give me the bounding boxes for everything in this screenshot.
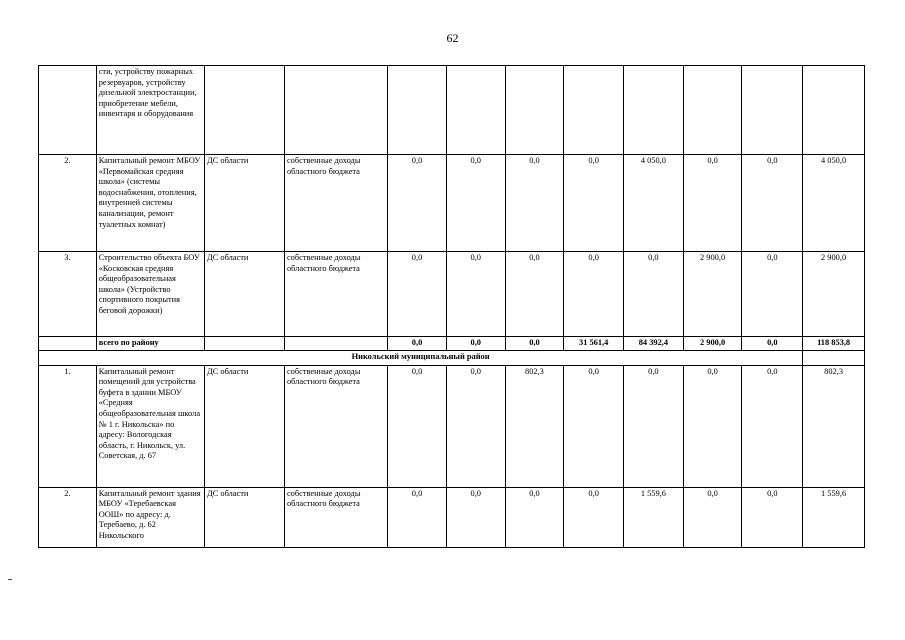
budget-table <box>38 65 865 548</box>
page-number: 62 <box>446 31 459 45</box>
customer-cell: ДС области <box>204 252 284 337</box>
value-cell: 0,0 <box>388 252 447 337</box>
funding-source <box>284 66 387 155</box>
funding-source: собственные доходы областного бюджета <box>284 252 387 337</box>
funding-source <box>284 337 387 351</box>
row-number: 2. <box>39 155 97 252</box>
table-row <box>39 66 865 155</box>
value-cell: 0,0 <box>742 252 803 337</box>
object-name: сти, устройству пожарных резервуаров, устройству дизельной электростанции, приобретение мебели, инвентаря и оборудования <box>96 66 204 155</box>
value-cell: 1 559,6 <box>803 487 865 547</box>
value-cell <box>742 66 803 155</box>
object-name: Капитальный ремонт МБОУ «Первомайская средняя школа» (системы водоснабжения, отопления, внутренней системы канализации, ремонт туалетных комнат) <box>96 155 204 252</box>
object-name: Капитальный ремонт здания МБОУ «Теребаевская ООШ» по адресу: д. Теребаево, д. 62 Никольского <box>96 487 204 547</box>
value-cell <box>446 66 505 155</box>
total-value: 84 392,4 <box>624 337 684 351</box>
value-cell: 0,0 <box>505 487 564 547</box>
table-row <box>39 155 865 252</box>
value-cell <box>505 66 564 155</box>
customer-cell: ДС области <box>204 487 284 547</box>
value-cell: 802,3 <box>505 365 564 487</box>
value-cell: 4 050,0 <box>803 155 865 252</box>
value-cell <box>624 66 684 155</box>
row-number: 1. <box>39 365 97 487</box>
value-cell: 0,0 <box>446 365 505 487</box>
value-cell: 0,0 <box>742 155 803 252</box>
value-cell: 0,0 <box>388 487 447 547</box>
funding-source: собственные доходы областного бюджета <box>284 487 387 547</box>
customer-cell: ДС области <box>204 155 284 252</box>
value-cell: 0,0 <box>742 487 803 547</box>
total-value: 2 900,0 <box>683 337 742 351</box>
row-number: 2. <box>39 487 97 547</box>
value-cell <box>388 66 447 155</box>
value-cell: 0,0 <box>388 365 447 487</box>
empty-cell <box>803 350 865 365</box>
value-cell: 0,0 <box>624 252 684 337</box>
value-cell: 802,3 <box>803 365 865 487</box>
total-value: 31 561,4 <box>564 337 624 351</box>
value-cell: 0,0 <box>564 252 624 337</box>
customer-cell <box>204 66 284 155</box>
customer-cell: ДС области <box>204 365 284 487</box>
value-cell <box>564 66 624 155</box>
customer-cell <box>204 337 284 351</box>
district-title: Никольский муниципальный район <box>39 350 803 365</box>
table-row <box>39 487 865 547</box>
total-value: 0,0 <box>742 337 803 351</box>
total-value: 0,0 <box>446 337 505 351</box>
row-number <box>39 66 97 155</box>
value-cell: 2 900,0 <box>803 252 865 337</box>
total-value: 0,0 <box>505 337 564 351</box>
value-cell: 0,0 <box>388 155 447 252</box>
object-name: Капитальный ремонт помещений для устройства буфета в здании МБОУ «Средняя общеобразовательная школа № 1 г. Никольска» по адресу: Вологодская область, г. Никольск, ул. Советская, д. 67 <box>96 365 204 487</box>
value-cell: 0,0 <box>446 252 505 337</box>
total-label: всего по району <box>96 337 204 351</box>
value-cell: 0,0 <box>683 365 742 487</box>
funding-source: собственные доходы областного бюджета <box>284 365 387 487</box>
row-number <box>39 337 97 351</box>
value-cell: 0,0 <box>683 155 742 252</box>
value-cell: 0,0 <box>446 155 505 252</box>
value-cell: 1 559,6 <box>624 487 684 547</box>
value-cell: 0,0 <box>742 365 803 487</box>
value-cell: 0,0 <box>505 252 564 337</box>
margin-mark <box>8 579 12 580</box>
value-cell <box>683 66 742 155</box>
table-row <box>39 252 865 337</box>
district-header-row <box>39 350 865 365</box>
value-cell: 0,0 <box>446 487 505 547</box>
value-cell <box>803 66 865 155</box>
value-cell: 0,0 <box>564 365 624 487</box>
row-number: 3. <box>39 252 97 337</box>
value-cell: 4 050,0 <box>624 155 684 252</box>
table-row <box>39 365 865 487</box>
value-cell: 2 900,0 <box>683 252 742 337</box>
total-value: 118 853,8 <box>803 337 865 351</box>
total-row <box>39 337 865 351</box>
value-cell: 0,0 <box>564 487 624 547</box>
value-cell: 0,0 <box>683 487 742 547</box>
value-cell: 0,0 <box>505 155 564 252</box>
total-value: 0,0 <box>388 337 447 351</box>
value-cell: 0,0 <box>624 365 684 487</box>
funding-source: собственные доходы областного бюджета <box>284 155 387 252</box>
object-name: Строительство объекта БОУ «Косковская средняя общеобразовательная школа» (Устройство спортивного покрытия беговой дорожки) <box>96 252 204 337</box>
value-cell: 0,0 <box>564 155 624 252</box>
